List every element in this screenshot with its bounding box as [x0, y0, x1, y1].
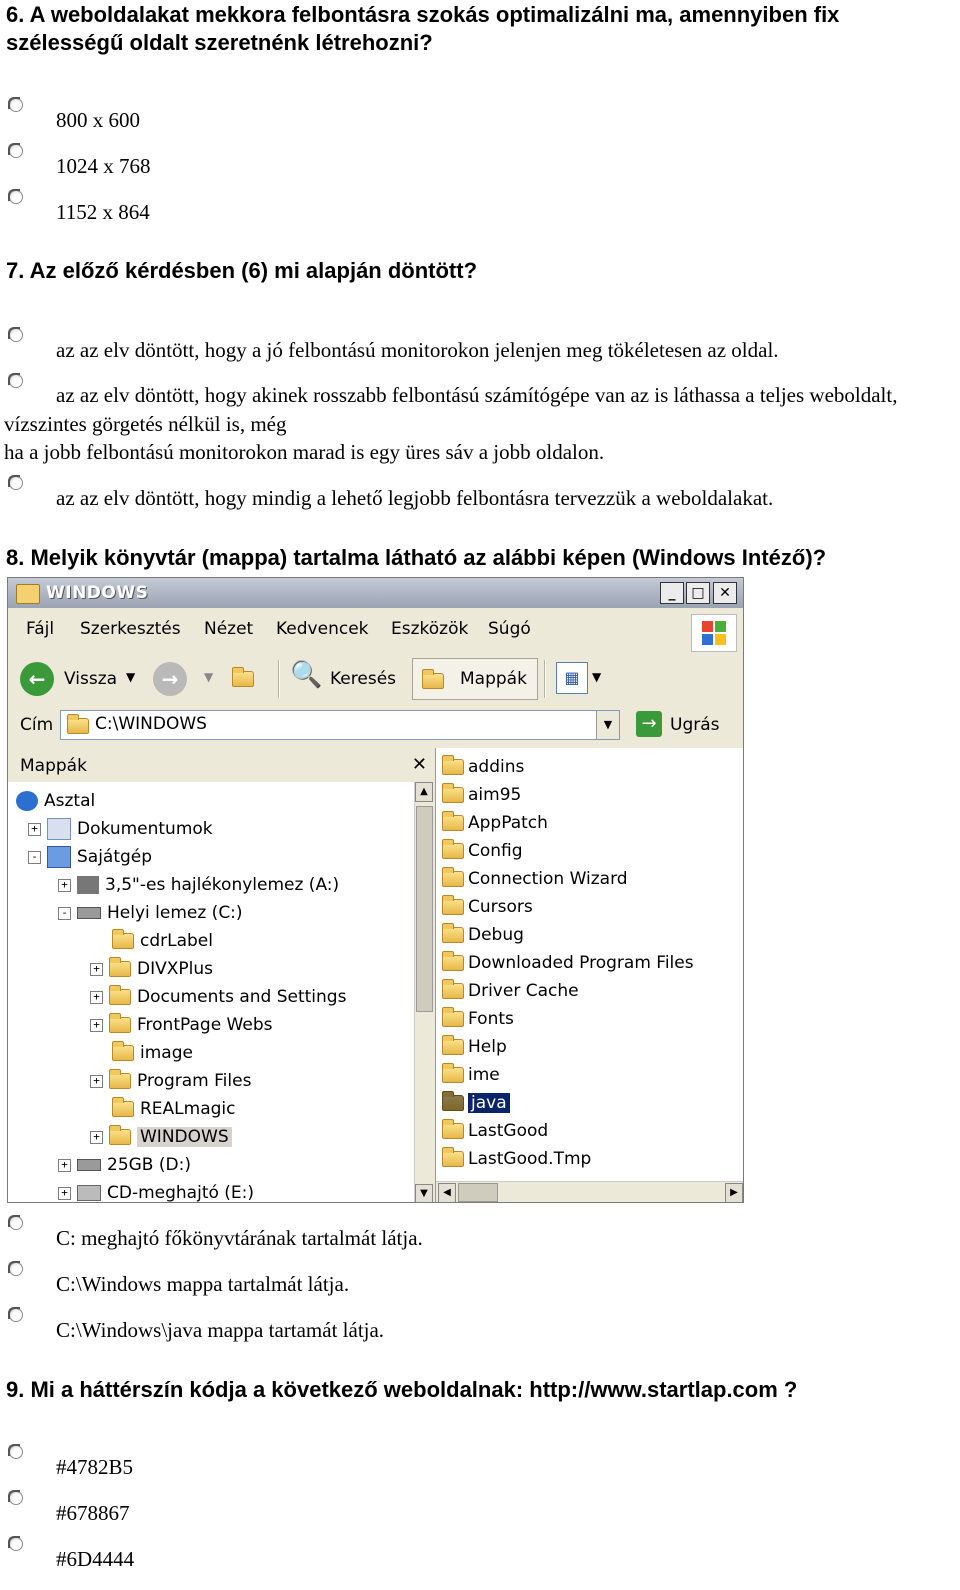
tree-item-frontpage	[90, 1012, 272, 1038]
file-item	[442, 922, 524, 948]
folder-icon	[442, 1039, 464, 1055]
file-label: Driver Cache	[468, 981, 579, 1001]
chevron-down-icon: ▼	[126, 670, 136, 684]
tree-label: 25GB (D:)	[107, 1155, 191, 1175]
scroll-thumb	[416, 806, 433, 1012]
file-item	[442, 1062, 500, 1088]
tree-item-cdrlabel	[112, 928, 213, 954]
q6-option-3-radio[interactable]	[9, 190, 23, 204]
tree-label: Dokumentumok	[77, 819, 213, 839]
collapse-icon: -	[28, 851, 41, 864]
file-item	[442, 894, 533, 920]
expand-icon: +	[58, 1159, 71, 1172]
explorer-window-title: WINDOWS	[46, 583, 149, 603]
tree-label: WINDOWS	[137, 1127, 232, 1147]
folder-up-icon	[232, 668, 254, 687]
folders-icon	[422, 670, 444, 689]
tree-label: Helyi lemez (C:)	[107, 903, 243, 923]
menu-tools: Eszközök	[391, 619, 469, 639]
tree-label: 3,5"-es hajlékonylemez (A:)	[105, 875, 340, 895]
chevron-down-icon: ▼	[592, 670, 602, 684]
expand-icon: +	[90, 1131, 103, 1144]
expand-icon: +	[90, 991, 103, 1004]
q9-option-3-radio[interactable]	[9, 1537, 23, 1551]
q9-option-2-radio[interactable]	[9, 1491, 23, 1505]
tree-item-docsettings	[90, 984, 346, 1010]
explorer-screenshot	[7, 577, 744, 1203]
folder-icon	[442, 1123, 464, 1139]
expand-icon: +	[28, 823, 41, 836]
folder-icon	[109, 1017, 131, 1033]
folder-icon	[442, 759, 464, 775]
drive-icon	[77, 1159, 101, 1171]
computer-icon	[47, 846, 71, 868]
file-label: Connection Wizard	[468, 869, 628, 889]
file-label: Fonts	[468, 1009, 514, 1029]
file-list-scrollbar	[436, 1181, 744, 1203]
tree-label: image	[140, 1043, 193, 1063]
tree-item-drive-d	[58, 1152, 191, 1178]
explorer-title-bar	[8, 578, 743, 608]
question-9-title: 9. Mi a háttérszín kódja a következő weboldalnak: http://www.startlap.com ?	[6, 1377, 798, 1402]
tree-item-programfiles	[90, 1068, 251, 1094]
q8-option-1-radio[interactable]	[9, 1216, 23, 1230]
file-item	[442, 1118, 548, 1144]
q7-option-1-label: az az elv döntött, hogy a jó felbontású monitorokon jelenjen meg tökéletesen az oldal.	[56, 338, 779, 362]
file-label: aim95	[468, 785, 522, 805]
folder-icon	[442, 1095, 464, 1111]
question-6-title: 6. A weboldalakat mekkora felbontásra szokás optimalizálni ma, amennyiben fix szélességű oldalt szeretnénk létrehozni?	[6, 2, 840, 55]
tree-item-drive-e	[58, 1180, 254, 1203]
address-value: C:\WINDOWS	[95, 714, 207, 734]
address-field	[60, 710, 620, 740]
q6-option-1-label: 800 x 600	[56, 108, 140, 132]
folder-icon	[442, 787, 464, 803]
tree-item-desktop	[16, 788, 95, 814]
chevron-down-icon: ▼	[596, 711, 619, 739]
folder-icon	[112, 1045, 134, 1061]
tree-item-documents	[28, 816, 213, 842]
tree-label: Sajátgép	[77, 847, 153, 867]
q8-option-2-radio[interactable]	[9, 1262, 23, 1276]
file-item	[442, 754, 524, 780]
forward-arrow-icon: →	[153, 662, 187, 696]
scroll-thumb	[458, 1183, 498, 1202]
tree-item-localdisk	[58, 900, 243, 926]
file-item	[442, 978, 579, 1004]
file-item	[442, 1034, 507, 1060]
file-item	[442, 866, 628, 892]
tree-item-divxplus	[90, 956, 213, 982]
scroll-down-icon: ▼	[415, 1184, 433, 1203]
go-button-label: Ugrás	[670, 715, 720, 735]
close-icon: ✕	[411, 754, 427, 775]
question-7-title: 7. Az előző kérdésben (6) mi alapján döntött?	[6, 258, 478, 283]
toolbar-divider	[278, 660, 280, 698]
folder-icon	[16, 584, 40, 604]
folder-icon	[109, 1073, 131, 1089]
tree-label: FrontPage Webs	[137, 1015, 273, 1035]
q8-option-3-radio[interactable]	[9, 1308, 23, 1322]
folders-button-label: Mappák	[460, 669, 527, 689]
file-label: AppPatch	[468, 813, 548, 833]
q9-option-3-label: #6D4444	[56, 1547, 135, 1571]
folder-icon	[112, 933, 134, 949]
folder-icon	[442, 1067, 464, 1083]
folder-icon	[442, 815, 464, 831]
tree-label: cdrLabel	[140, 931, 213, 951]
folder-icon	[442, 871, 464, 887]
file-item-selected	[442, 1090, 510, 1116]
back-button-label: Vissza	[64, 669, 118, 689]
q6-option-1-radio[interactable]	[9, 98, 23, 112]
file-label: Debug	[468, 925, 524, 945]
file-label: Cursors	[468, 897, 533, 917]
tree-label: REALmagic	[140, 1099, 236, 1119]
scroll-right-icon: ▶	[725, 1183, 743, 1203]
q8-option-2-label: C:\Windows mappa tartalmát látja.	[56, 1272, 350, 1296]
q7-option-2-text-line2: ha a jobb felbontású monitorokon marad is egy üres sáv a jobb oldalon.	[4, 440, 605, 464]
folders-pane-header	[8, 748, 435, 782]
windows-logo-icon	[691, 614, 737, 652]
expand-icon: +	[58, 1187, 71, 1200]
folders-pane-title: Mappák	[20, 756, 87, 776]
file-label: java	[468, 1093, 510, 1113]
folder-icon	[109, 989, 131, 1005]
folder-icon	[442, 927, 464, 943]
scroll-left-icon: ◀	[438, 1183, 456, 1203]
file-label: Config	[468, 841, 523, 861]
expand-icon: +	[90, 963, 103, 976]
file-list	[436, 748, 744, 1203]
menu-view: Nézet	[204, 619, 254, 639]
q9-option-1-label: #4782B5	[56, 1455, 134, 1479]
desktop-icon	[16, 791, 38, 811]
file-item	[442, 782, 521, 808]
menu-favorites: Kedvencek	[276, 619, 369, 639]
explorer-toolbar	[8, 654, 743, 705]
q8-option-1-label: C: meghajtó főkönyvtárának tartalmát látja.	[56, 1226, 423, 1250]
q6-option-2-label: 1024 x 768	[56, 154, 151, 178]
tree-label: CD-meghajtó (E:)	[107, 1183, 255, 1203]
q7-option-3-label: az az elv döntött, hogy mindig a lehető legjobb felbontásra tervezzük a weboldalakat.	[56, 486, 774, 510]
floppy-icon	[77, 876, 99, 894]
explorer-menu-bar	[8, 608, 743, 655]
q8-option-3-label: C:\Windows\java mappa tartamát látja.	[56, 1318, 385, 1342]
file-label: LastGood.Tmp	[468, 1149, 592, 1169]
folders-scrollbar	[414, 782, 435, 1203]
file-label: LastGood	[468, 1121, 549, 1141]
minimize-icon: _	[660, 582, 684, 604]
menu-file: Fájl	[26, 619, 55, 639]
go-arrow-icon: →	[636, 711, 662, 737]
q7-option-2-label	[4, 381, 954, 467]
toolbar-divider	[544, 660, 546, 698]
expand-icon: +	[58, 879, 71, 892]
folder-icon	[442, 955, 464, 971]
file-label: ime	[468, 1065, 500, 1085]
search-icon: 🔍	[290, 660, 323, 690]
tree-label: Documents and Settings	[137, 987, 347, 1007]
tree-item-mycomputer	[28, 844, 152, 870]
maximize-icon: □	[686, 582, 710, 604]
tree-item-image	[112, 1040, 193, 1066]
folder-icon	[442, 843, 464, 859]
folder-icon	[442, 1151, 464, 1167]
q9-option-1-radio[interactable]	[9, 1445, 23, 1459]
menu-edit: Szerkesztés	[80, 619, 181, 639]
folders-pane	[8, 748, 436, 1203]
file-item	[442, 1146, 591, 1172]
expand-icon: +	[90, 1019, 103, 1032]
q7-option-3-radio[interactable]	[9, 476, 23, 490]
file-item	[442, 1006, 514, 1032]
folder-icon	[109, 961, 131, 977]
tree-label: DIVXPlus	[137, 959, 213, 979]
scroll-up-icon: ▲	[415, 782, 433, 802]
cd-drive-icon	[77, 1185, 101, 1201]
file-item	[442, 838, 523, 864]
close-icon: ✕	[713, 582, 737, 604]
file-item	[442, 810, 548, 836]
explorer-address-bar	[8, 704, 743, 749]
views-icon: ▦	[556, 662, 588, 694]
q6-option-3-label: 1152 x 864	[56, 200, 150, 224]
folder-icon	[112, 1101, 134, 1117]
chevron-down-icon: ▼	[204, 670, 214, 684]
file-label: Help	[468, 1037, 507, 1057]
documents-icon	[47, 818, 71, 840]
back-arrow-icon: ←	[20, 662, 54, 696]
q6-option-2-radio[interactable]	[9, 144, 23, 158]
question-8-title: 8. Melyik könyvtár (mappa) tartalma látható az alábbi képen (Windows Intéző)?	[6, 545, 827, 570]
tree-label: Program Files	[137, 1071, 252, 1091]
tree-item-realmagic	[112, 1096, 236, 1122]
folder-icon	[442, 1011, 464, 1027]
file-label: addins	[468, 757, 525, 777]
expand-icon: +	[90, 1075, 103, 1088]
tree-item-windows	[90, 1124, 232, 1150]
search-button-label: Keresés	[330, 669, 397, 689]
address-label: Cím	[20, 715, 54, 735]
q9-option-2-label: #678867	[56, 1501, 130, 1525]
menu-help: Súgó	[488, 619, 531, 639]
drive-icon	[77, 907, 101, 919]
file-label: Downloaded Program Files	[468, 953, 694, 973]
file-item	[442, 950, 694, 976]
folder-icon	[67, 718, 89, 734]
q7-option-1-radio[interactable]	[9, 328, 23, 342]
tree-item-floppy	[58, 872, 339, 898]
tree-label: Asztal	[44, 791, 96, 811]
folder-icon	[442, 983, 464, 999]
q7-option-2-text-line1: az az elv döntött, hogy akinek rosszabb felbontású számítógépe van az is láthassa a teljes weboldalt, vízszintes görgetés nélkül is, még	[4, 383, 898, 436]
collapse-icon: -	[58, 907, 71, 920]
folder-icon	[109, 1129, 131, 1145]
folder-icon	[442, 899, 464, 915]
